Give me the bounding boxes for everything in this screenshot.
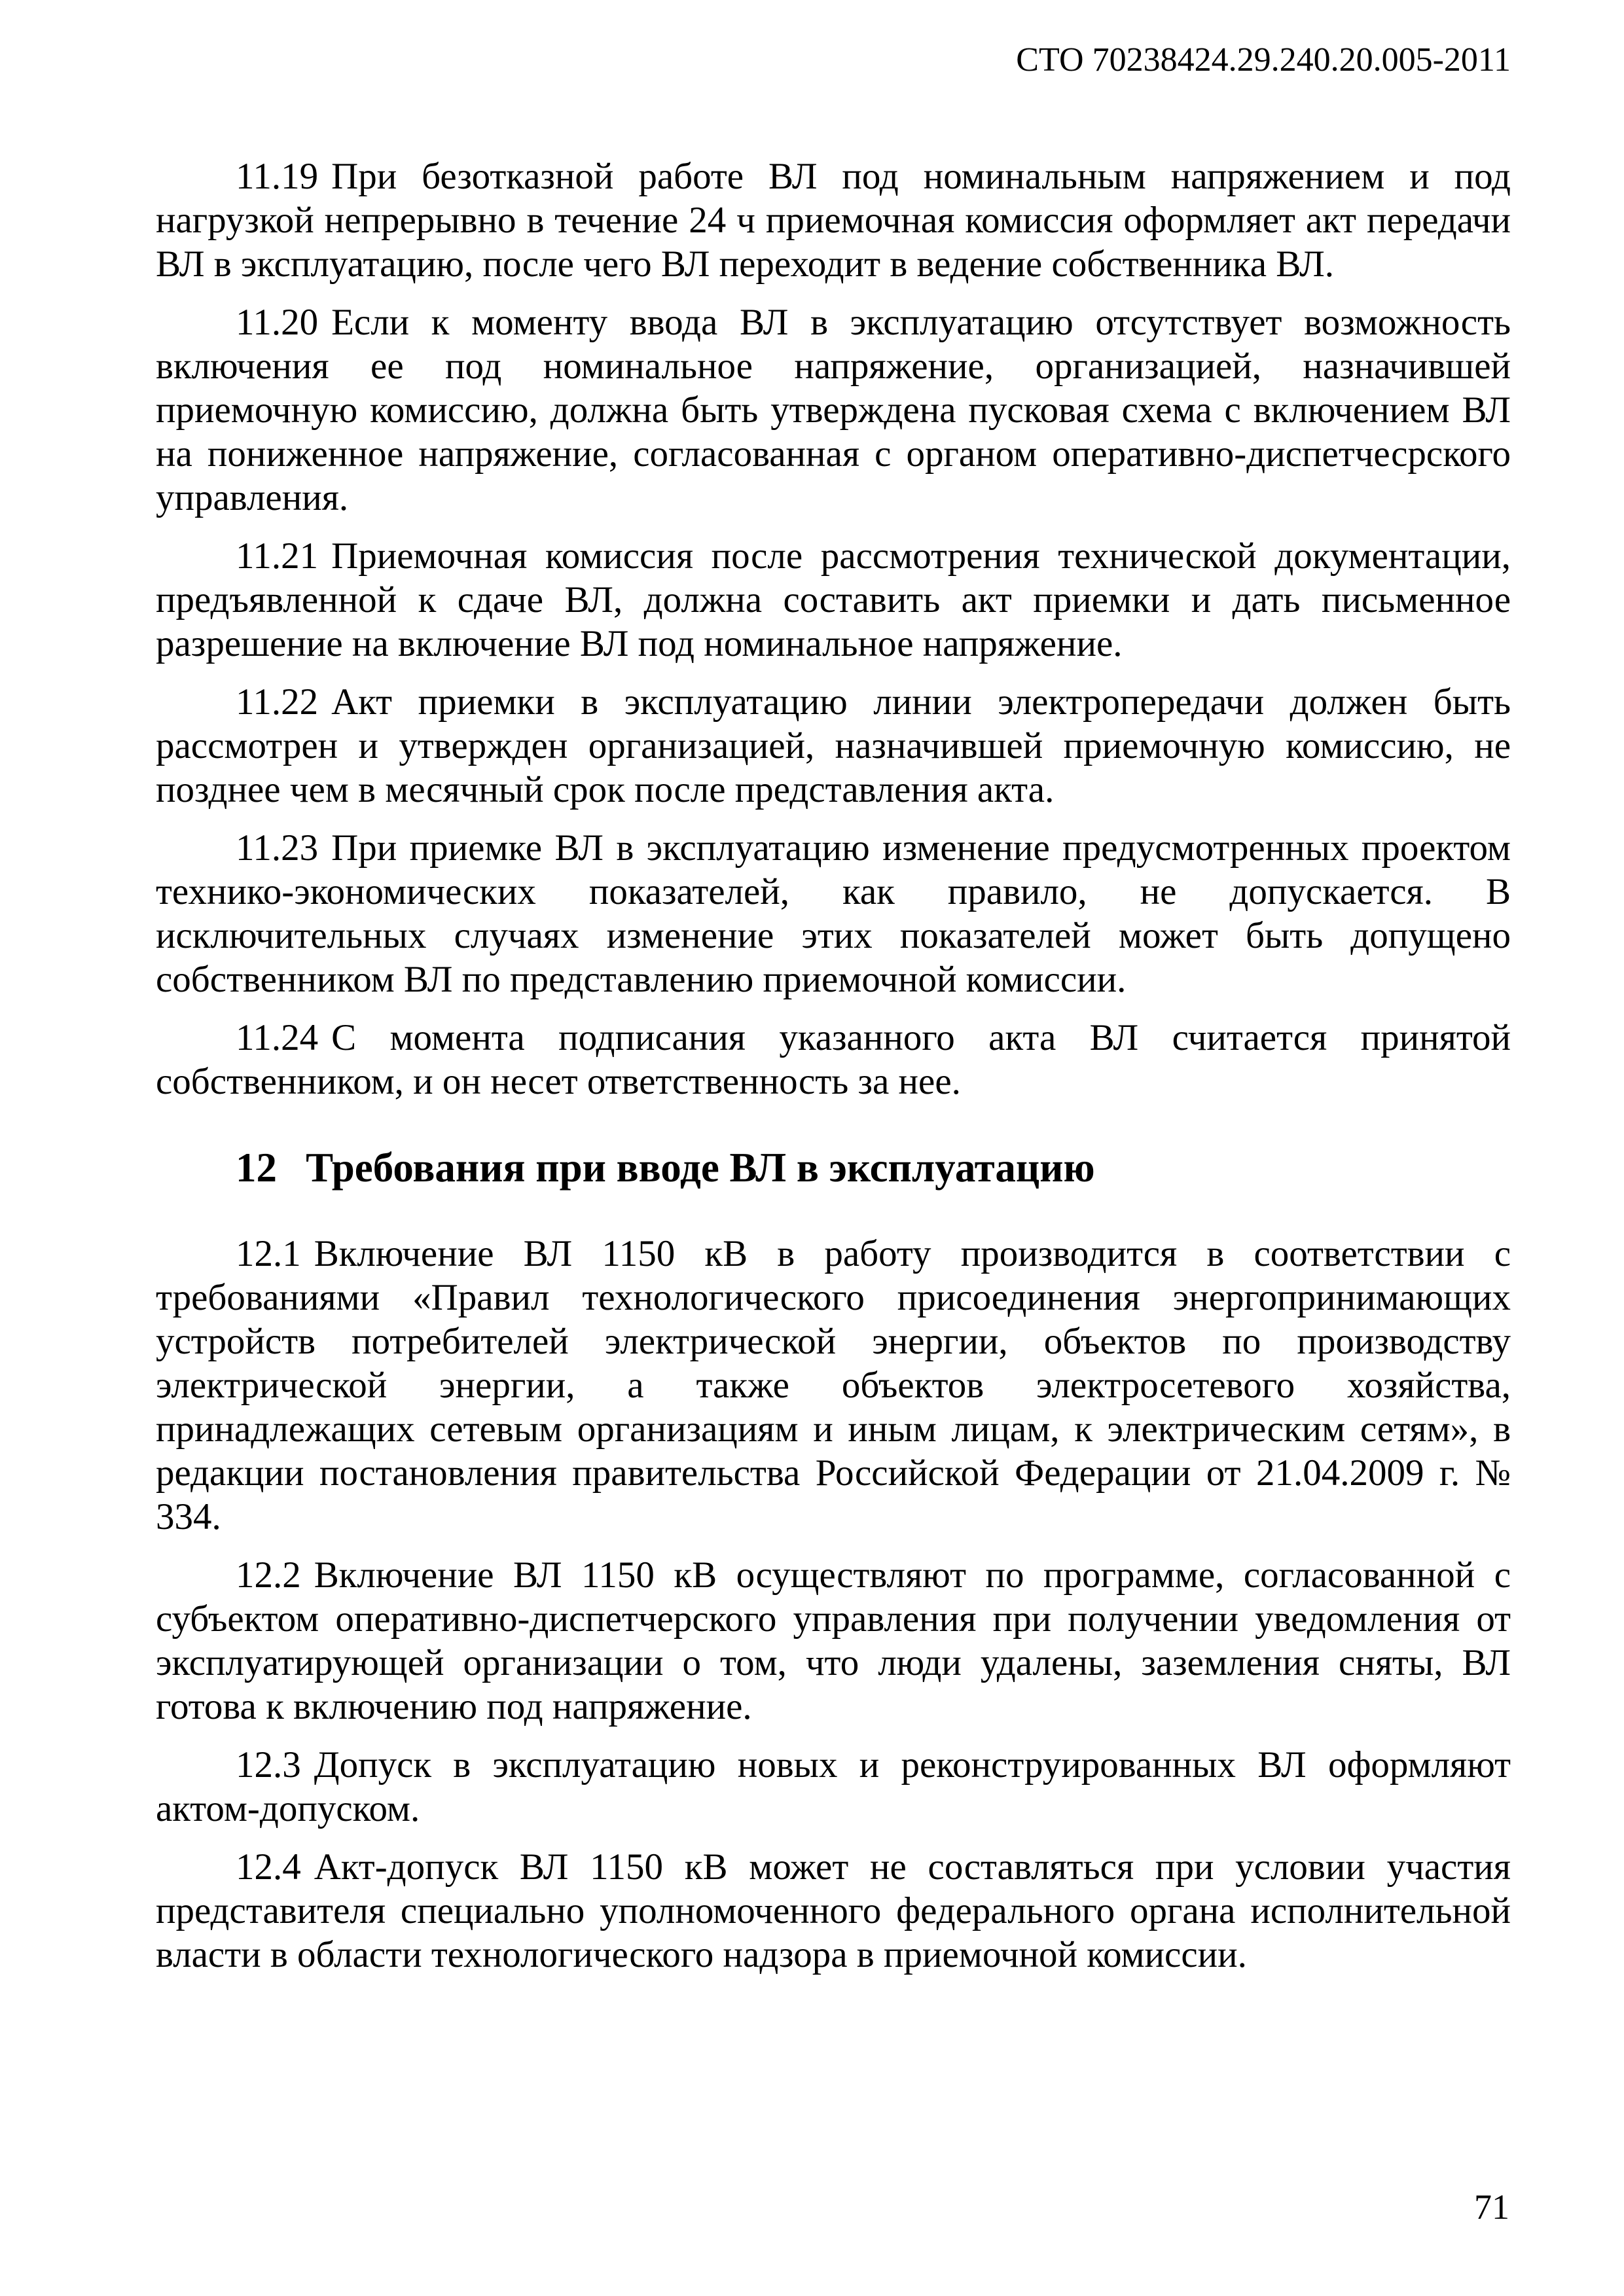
- paragraph-text: С момента подписания указанного акта ВЛ считается принятой собственником, и он несет ответственность за нее.: [156, 1017, 1511, 1102]
- paragraph-number: 12.4: [236, 1846, 301, 1888]
- section-title: Требования при вводе ВЛ в эксплуатацию: [306, 1145, 1095, 1191]
- paragraph-number: 11.22: [236, 681, 319, 723]
- paragraph-12-4: [156, 1845, 1511, 1977]
- paragraph-text: Акт-допуск ВЛ 1150 кВ может не составляться при условии участия представителя специально уполномоченного федерального органа исполнительной власти в области технологического надзора в приемочной комиссии.: [156, 1846, 1511, 1975]
- paragraph-number: 11.20: [236, 302, 319, 343]
- paragraph-text: Акт приемки в эксплуатацию линии электропередачи должен быть рассмотрен и утвержден организацией, назначившей приемочную комиссию, не позднее чем в месячный срок после представления акта.: [156, 681, 1511, 810]
- paragraph-text: Включение ВЛ 1150 кВ в работу производится в соответствии с требованиями «Правил технологического присоединения энергопринимающих устройств потребителей электрической энергии, объектов по производству электрической энергии, а также объектов электросетевого хозяйства, принадлежащих сетевым организациям и иным лицам, к электрическим сетям», в редакции постановления правительства Российской Федерации от 21.04.2009 г. № 334.: [156, 1233, 1511, 1537]
- paragraph-11-22: [156, 680, 1511, 812]
- paragraph-text: Если к моменту ввода ВЛ в эксплуатацию отсутствует возможность включения ее под номинальное напряжение, организацией, назначившей приемочную комиссию, должна быть утверждена пусковая схема с включением ВЛ на пониженное напряжение, согласованная с органом оперативно-диспетчесрского управления.: [156, 302, 1511, 518]
- paragraph-number: 11.21: [236, 535, 319, 577]
- paragraph-number: 12.3: [236, 1744, 301, 1785]
- paragraph-number: 12.2: [236, 1554, 301, 1596]
- paragraph-number: 11.19: [236, 156, 319, 197]
- paragraph-12-1: [156, 1232, 1511, 1539]
- paragraph-text: Включение ВЛ 1150 кВ осуществляют по программе, согласованной с субъектом оперативно-диспетчерского управления при получении уведомления от эксплуатирующей организации о том, что люди удалены, заземления сняты, ВЛ готова к включению под напряжение.: [156, 1554, 1511, 1727]
- page-content: [156, 154, 1511, 1991]
- paragraph-12-3: [156, 1743, 1511, 1831]
- paragraph-text: При безотказной работе ВЛ под номинальным напряжением и под нагрузкой непрерывно в течение 24 ч приемочная комиссия оформляет акт передачи ВЛ в эксплуатацию, после чего ВЛ переходит в ведение собственника ВЛ.: [156, 156, 1511, 285]
- section-number: 12: [236, 1145, 277, 1191]
- paragraph-text: При приемке ВЛ в эксплуатацию изменение предусмотренных проектом технико-экономических показателей, как правило, не допускается. В исключительных случаях изменение этих показателей может быть допущено собственником ВЛ по представлению приемочной комиссии.: [156, 827, 1511, 1000]
- paragraph-11-23: [156, 826, 1511, 1001]
- paragraph-text: Приемочная комиссия после рассмотрения технической документации, предъявленной к сдаче ВЛ, должна составить акт приемки и дать письменное разрешение на включение ВЛ под номинальное напряжение.: [156, 535, 1511, 664]
- document-code-header: СТО 70238424.29.240.20.005-2011: [1016, 41, 1511, 79]
- paragraph-12-2: [156, 1553, 1511, 1729]
- paragraph-11-20: [156, 300, 1511, 520]
- paragraph-number: 11.23: [236, 827, 319, 869]
- paragraph-number: 11.24: [236, 1017, 319, 1058]
- paragraph-text: Допуск в эксплуатацию новых и реконструированных ВЛ оформляют актом-допуском.: [156, 1744, 1511, 1829]
- paragraph-number: 12.1: [236, 1233, 301, 1274]
- page-number: 71: [1474, 2187, 1509, 2227]
- paragraph-11-24: [156, 1016, 1511, 1103]
- section-12-heading: [236, 1141, 1511, 1194]
- paragraph-11-21: [156, 534, 1511, 666]
- paragraph-11-19: [156, 154, 1511, 286]
